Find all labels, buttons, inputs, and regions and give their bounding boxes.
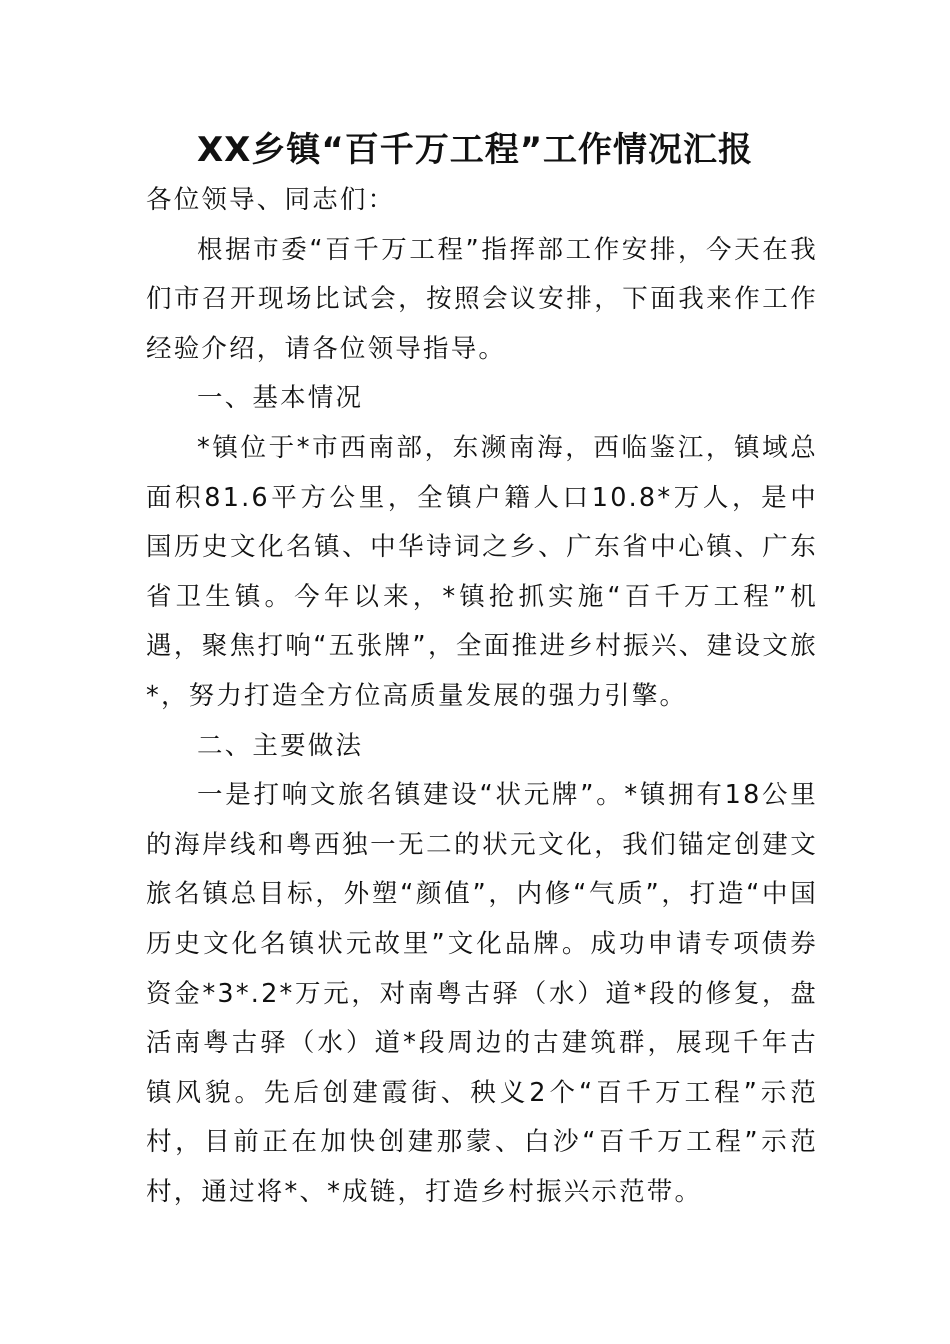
basic-situation-paragraph: *镇位于*市西南部，东濒南海，西临鉴江，镇域总面积81.6平方公里，全镇户籍人口10.8*万人，是中国历史文化名镇、中华诗词之乡、广东省中心镇、广东省卫生镇。今年以来，*镇抢抓实施“百千万工程”机遇，聚焦打响“五张牌”，全面推进乡村振兴、建设文旅*，努力打造全方位高质量发展的强力引擎。 — [146, 432, 818, 711]
methods-paragraph-1: 一是打响文旅名镇建设“状元牌”。*镇拥有18公里的海岸线和粤西独一无二的状元文化，我们锚定创建文旅名镇总目标，外塑“颜值”，内修“气质”，打造“中国历史文化名镇状元故里”文化品牌。成功申请专项债券资金*3*.2*万元，对南粤古驿（水）道*段的修复，盘活南粤古驿（水）道*段周边的古建筑群，展现千年古镇风貌。先后创建霞街、秧义2个“百千万工程”示范村，目前正在加快创建那蒙、白沙“百千万工程”示范村，通过将*、*成链，打造乡村振兴示范带。 — [146, 780, 818, 1207]
document-title: XX乡镇“百千万工程”工作情况汇报 — [196, 130, 754, 170]
section-heading-basic: 一、基本情况 — [197, 383, 364, 414]
intro-paragraph: 根据市委“百千万工程”指挥部工作安排，今天在我们市召开现场比试会，按照会议安排，下面我来作工作经验介绍，请各位领导指导。 — [146, 234, 818, 364]
section-heading-methods: 二、主要做法 — [197, 730, 364, 761]
salutation: 各位领导、同志们： — [146, 185, 396, 215]
document-body — [146, 176, 818, 1217]
